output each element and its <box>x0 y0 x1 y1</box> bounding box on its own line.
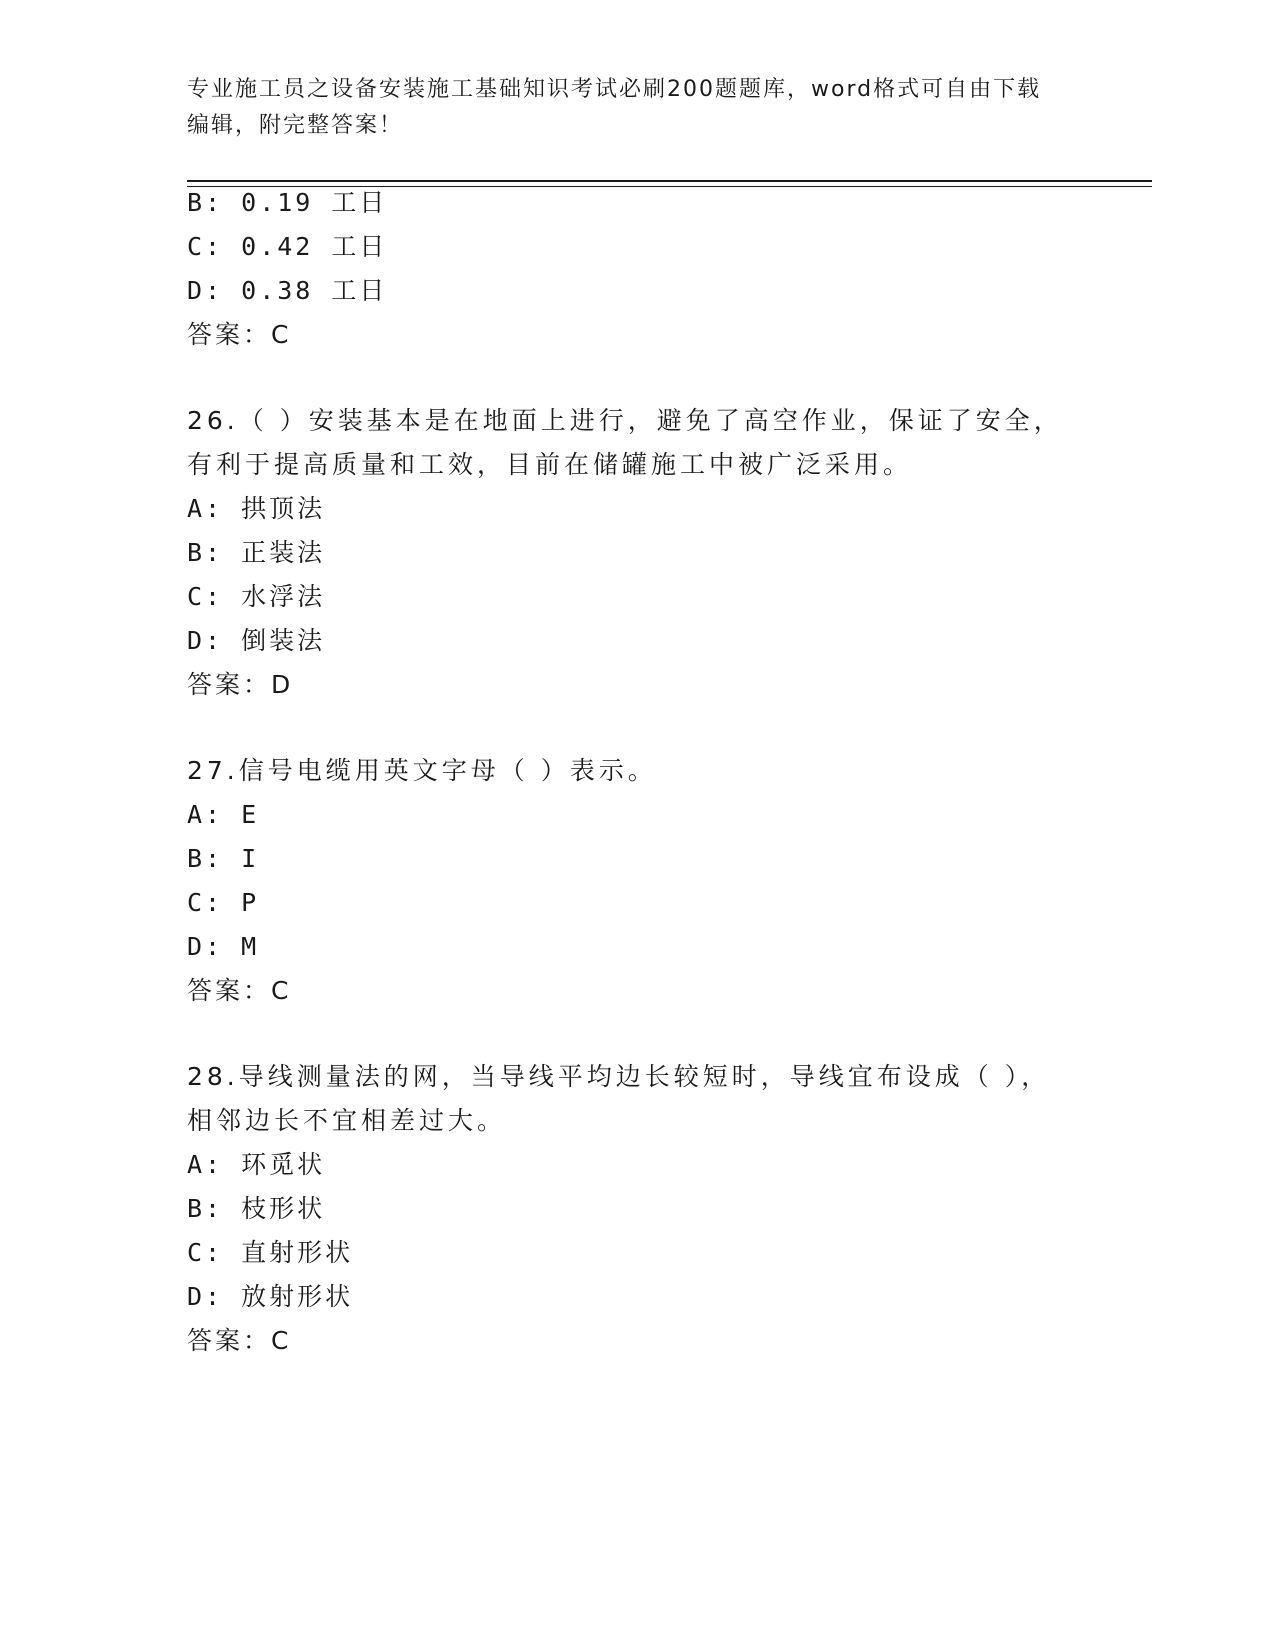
q26-option-b: B: 正装法 <box>187 538 326 567</box>
q27-answer: 答案：C <box>187 976 292 1005</box>
q27-option-b: B: I <box>187 844 260 873</box>
q26-option-a: A: 拱顶法 <box>187 494 326 523</box>
q28-option-b: B: 枝形状 <box>187 1194 326 1223</box>
header-line-2: 编辑，附完整答案！ <box>187 113 404 138</box>
header-line-1: 专业施工员之设备安装施工基础知识考试必刷200题题库，word格式可自由下载 <box>187 77 1042 102</box>
prev-option-b: B: 0.19 工日 <box>187 188 388 217</box>
q26-text-line-2: 有利于提高质量和工效，目前在储罐施工中被广泛采用。 <box>187 450 913 479</box>
q28-text-line-2: 相邻边长不宜相差过大。 <box>187 1106 507 1135</box>
header-rule-thick <box>187 180 1152 182</box>
q27-option-c: C: P <box>187 888 260 917</box>
header-rule-thin <box>187 186 1152 187</box>
q27-option-a: A: E <box>187 800 260 829</box>
prev-option-c: C: 0.42 工日 <box>187 232 388 261</box>
prev-answer: 答案：C <box>187 320 292 349</box>
q28-answer: 答案：C <box>187 1326 292 1355</box>
document-header <box>187 72 1087 144</box>
q26-text-line-1: 26.（ ）安装基本是在地面上进行，避免了高空作业，保证了安全， <box>187 406 1063 435</box>
q27-text-line-1: 27.信号电缆用英文字母（ ）表示。 <box>187 756 657 785</box>
q28-text-line-1: 28.导线测量法的网，当导线平均边长较短时，导线宜布设成（ ）， <box>187 1062 1051 1091</box>
q28-option-a: A: 环觅状 <box>187 1150 326 1179</box>
q28-option-d: D: 放射形状 <box>187 1282 354 1311</box>
q26-option-c: C: 水浮法 <box>187 582 326 611</box>
prev-option-d: D: 0.38 工日 <box>187 276 388 305</box>
q28-option-c: C: 直射形状 <box>187 1238 354 1267</box>
q26-option-d: D: 倒装法 <box>187 626 326 655</box>
q26-answer: 答案：D <box>187 670 294 699</box>
q27-option-d: D: M <box>187 932 260 961</box>
